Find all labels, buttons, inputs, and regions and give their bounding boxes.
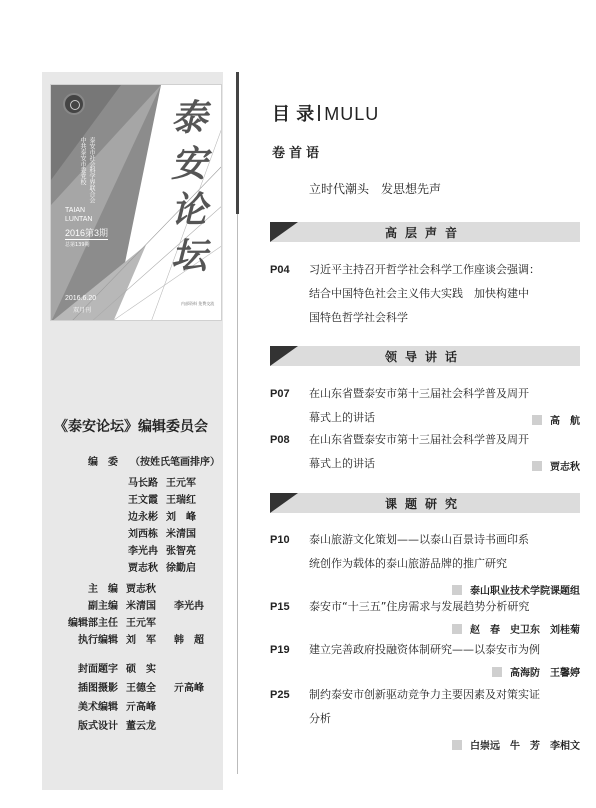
entry-page: P10 — [270, 534, 290, 546]
committee-row — [40, 525, 240, 539]
entry-title-line: 习近平主持召开哲学社会科学工作座谈会强调： — [309, 263, 540, 276]
committee-name: 董云龙 — [126, 721, 156, 732]
committee-name: 王元军 — [166, 478, 196, 489]
committee-row — [40, 559, 240, 573]
cover-pinyin-2: LUNTAN — [65, 216, 93, 223]
committee-name: 贾志秋 — [128, 563, 158, 574]
entry-author — [532, 458, 580, 473]
committee-row — [40, 631, 240, 645]
toc-heading — [272, 100, 379, 126]
entry-page: P25 — [270, 689, 290, 701]
author-name: 泰山职业技术学院课题组 — [470, 586, 580, 597]
cover-vertical-text-1: 中共泰安市委党校 — [79, 137, 86, 185]
author-name: 白崇远 牛 芳 李相文 — [470, 741, 580, 752]
heading-separator — [318, 105, 320, 121]
section-label: 课题研究 — [384, 497, 465, 511]
committee-name: 王瑞红 — [166, 495, 196, 506]
author-name: 高海防 王馨婷 — [510, 668, 580, 679]
committee-row — [40, 474, 240, 488]
committee-row — [40, 614, 240, 628]
section-header — [270, 493, 580, 513]
committee-name: 王德全 — [126, 683, 156, 694]
committee-row — [40, 679, 240, 693]
committee-role: 插图摄影 — [78, 683, 118, 694]
author-marker-icon — [532, 461, 542, 471]
committee-name: 王文霞 — [128, 495, 158, 506]
committee-name: 李光冉 — [174, 601, 204, 612]
committee-name: 亓高峰 — [126, 702, 156, 713]
entry-title-line: 结合中国特色社会主义伟大实践 加快构建中 — [309, 287, 529, 300]
committee-role: 编辑部主任 — [68, 618, 118, 629]
entry-title-line: 幕式上的讲话 — [309, 411, 375, 424]
committee-row — [40, 580, 240, 594]
committee-row — [40, 698, 240, 712]
committee-name: 马长路 — [128, 478, 158, 489]
cover-footnote: 内部资料 免费交流 — [181, 301, 215, 306]
toc-entry[interactable] — [270, 530, 582, 570]
toc-entry[interactable] — [270, 597, 582, 617]
entry-author — [532, 412, 580, 427]
author-marker-icon — [452, 740, 462, 750]
committee-row — [40, 660, 240, 674]
committee-role: 编 委 — [88, 457, 118, 468]
entry-title-line: 在山东省暨泰安市第十三届社会科学普及周开 — [309, 433, 529, 446]
author-name: 贾志秋 — [550, 462, 580, 473]
committee-row — [40, 597, 240, 611]
committee-name: 米清国 — [166, 529, 196, 540]
cover-date: 2016.6.20 — [65, 295, 97, 302]
preface-title: 卷首语 — [272, 146, 324, 161]
cover-issue: 2016第3期 — [65, 228, 109, 238]
committee-row — [40, 508, 240, 522]
author-marker-icon — [532, 415, 542, 425]
cover-logo-icon — [63, 93, 85, 115]
cover-total: 总第139期 — [65, 242, 90, 248]
committee-role: 美术编辑 — [78, 702, 118, 713]
committee-row — [40, 491, 240, 505]
committee-name: 刘 峰 — [166, 512, 196, 523]
author-marker-icon — [452, 585, 462, 595]
section-header — [270, 222, 580, 242]
entry-title-line: 制约泰安市创新驱动竞争力主要因素及对策实证 — [309, 688, 540, 701]
section-label: 高层声音 — [384, 226, 465, 240]
entry-page: P19 — [270, 644, 290, 656]
committee-name: 张智亮 — [166, 546, 196, 557]
committee-name: 徐勤启 — [166, 563, 196, 574]
entry-page: P07 — [270, 388, 290, 400]
committee-name: 王元军 — [126, 618, 156, 629]
entry-title-line: 在山东省暨泰安市第十三届社会科学普及周开 — [309, 387, 529, 400]
toc-entry[interactable] — [270, 640, 582, 660]
author-marker-icon — [492, 667, 502, 677]
committee-role: 副主编 — [88, 601, 118, 612]
committee-name: 硕 实 — [126, 664, 156, 675]
author-name: 赵 春 史卫东 刘桂菊 — [470, 625, 580, 636]
committee-name: 刘西栋 — [128, 529, 158, 540]
committee-name: 韩 超 — [174, 635, 204, 646]
committee-row — [40, 453, 240, 467]
entry-author — [492, 664, 580, 679]
entry-page: P08 — [270, 434, 290, 446]
cover-frequency: 双月刊 — [73, 307, 92, 314]
entry-page: P15 — [270, 601, 290, 613]
cover-title-char: 论 — [170, 189, 207, 231]
committee-row — [40, 542, 240, 556]
cover-vertical-text-2: 泰安市社会科学界联合会 — [88, 137, 95, 203]
entry-title-line: 统创作为载体的泰山旅游品牌的推广研究 — [309, 557, 507, 570]
preface-text: 立时代潮头 发思想先声 — [309, 182, 442, 196]
author-name: 高 航 — [550, 416, 580, 427]
toc-heading-en: MULU — [324, 104, 380, 124]
committee-role: 版式设计 — [78, 721, 118, 732]
author-marker-icon — [452, 624, 462, 634]
cover-title-char: 泰 — [170, 97, 207, 139]
cover-title — [163, 95, 215, 279]
entry-author — [452, 737, 580, 752]
entry-title-line: 幕式上的讲话 — [309, 457, 375, 470]
entry-title-line: 国特色哲学社会科学 — [309, 311, 408, 324]
committee-row — [40, 717, 240, 731]
divider-line — [237, 214, 238, 774]
committee-name: 贾志秋 — [126, 584, 156, 595]
cover-image — [50, 84, 222, 321]
committee-title: 《泰安论坛》编辑委员会 — [54, 419, 208, 435]
entry-author — [452, 621, 580, 636]
entry-title-line: 泰山旅游文化策划——以泰山百景诗书画印系 — [309, 533, 529, 546]
section-header — [270, 346, 580, 366]
cover-pinyin-1: TAIAN — [65, 207, 86, 214]
section-label: 领导讲话 — [384, 350, 465, 364]
committee-name: 刘 军 — [126, 635, 156, 646]
entry-title-line: 建立完善政府投融资体制研究——以泰安市为例 — [309, 643, 540, 656]
committee-name: 李光冉 — [128, 546, 158, 557]
committee-name: （按姓氏笔画排序） — [130, 457, 220, 468]
divider-bar — [236, 72, 239, 214]
committee-name: 边永彬 — [128, 512, 158, 523]
committee-role: 封面题字 — [78, 664, 118, 675]
committee-name: 米清国 — [126, 601, 156, 612]
toc-entry[interactable] — [270, 685, 582, 725]
committee-name: 亓高峰 — [174, 683, 204, 694]
entry-page: P04 — [270, 264, 290, 276]
entry-title-line: 分析 — [309, 712, 331, 725]
cover-title-char: 坛 — [170, 235, 207, 277]
toc-heading-cn: 目 录 — [272, 104, 315, 125]
committee-role: 执行编辑 — [78, 635, 118, 646]
committee-role: 主 编 — [88, 584, 118, 595]
entry-author — [452, 582, 580, 597]
entry-title-line: 泰安市“十三五”住房需求与发展趋势分析研究 — [309, 600, 530, 613]
cover-title-char: 安 — [170, 143, 207, 185]
toc-entry[interactable] — [270, 260, 582, 324]
